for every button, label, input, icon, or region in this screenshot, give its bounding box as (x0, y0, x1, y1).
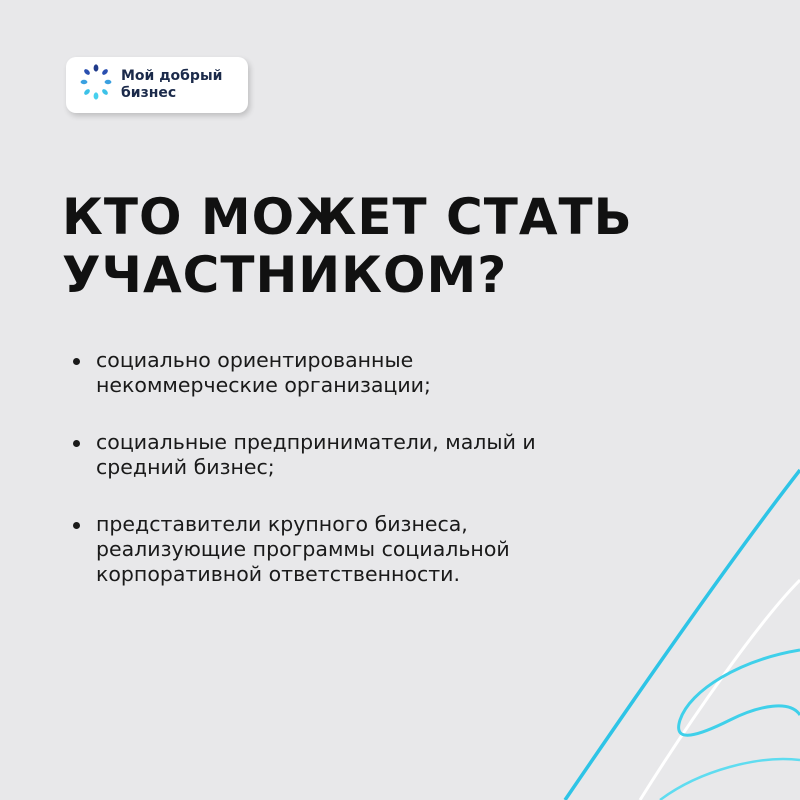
list-item (70, 430, 630, 480)
list-item-text: социально ориентированные некоммерческие организации; (96, 348, 431, 397)
cyan-wave-inner (660, 759, 800, 800)
logo-line-1: Мой добрый (121, 68, 223, 84)
list-item-text: социальные предприниматели, малый и средний бизнес; (96, 430, 536, 479)
list-item (70, 512, 630, 587)
list-item-text: представители крупного бизнеса, реализующие программы социальной корпоративной ответственности. (96, 512, 510, 586)
logo-line-2: бизнес (121, 85, 177, 101)
list-item (70, 348, 630, 398)
bullet-icon (73, 522, 80, 529)
title-line-1: КТО МОЖЕТ СТАТЬ (62, 188, 633, 246)
logo-icon (79, 63, 113, 103)
title-line-2: УЧАСТНИКОМ? (62, 246, 508, 304)
logo-card (66, 57, 248, 113)
white-wave (640, 580, 800, 800)
participants-list (70, 348, 630, 619)
logo-wordmark (121, 68, 222, 102)
bullet-icon (73, 440, 80, 447)
cyan-wave-loop (679, 650, 800, 735)
page-title (62, 188, 633, 304)
bullet-icon (73, 358, 80, 365)
